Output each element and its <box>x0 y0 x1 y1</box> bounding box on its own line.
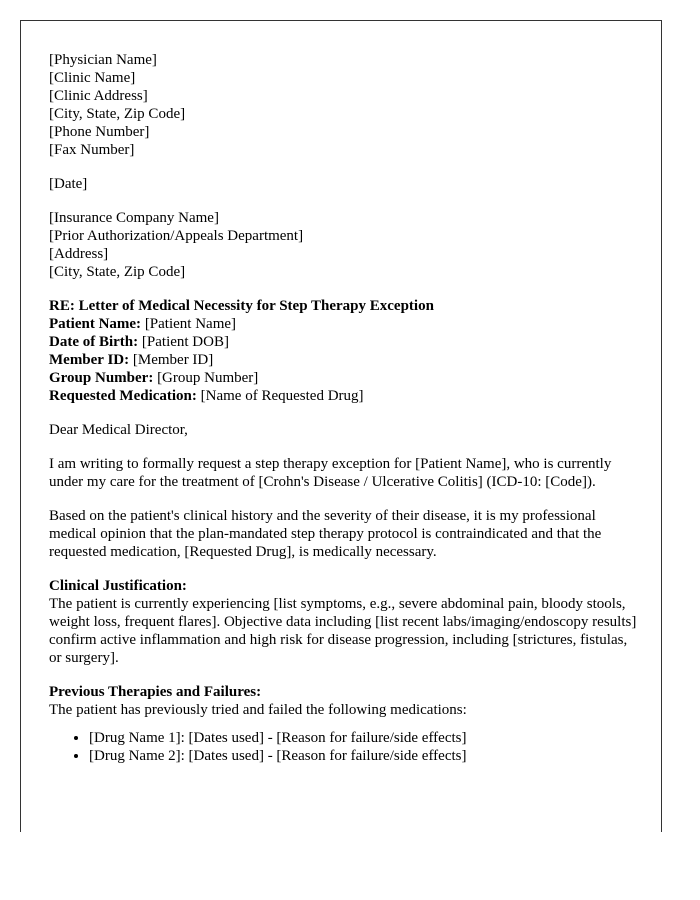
sender-address <box>49 51 639 159</box>
phone-number: [Phone Number] <box>49 124 150 140</box>
re-block <box>49 297 639 405</box>
recipient-address <box>49 209 639 281</box>
member-id-value: [Member ID] <box>129 352 214 368</box>
clinic-name: [Clinic Name] <box>49 70 136 86</box>
requested-medication-label: Requested Medication: <box>49 388 197 404</box>
letter-date: [Date] <box>49 176 88 192</box>
group-number-label: Group Number: <box>49 370 154 386</box>
dob-value: [Patient DOB] <box>138 334 229 350</box>
drug-list <box>49 729 639 765</box>
salutation: Dear Medical Director, <box>49 422 188 438</box>
clinical-text: The patient is currently experiencing [list symptoms, e.g., severe abdominal pain, bloody stools, weight loss, frequent flares]. Objective data including [list recent labs/imaging/endoscopy results] confirm active inflammation and high risk for disease progression, including [strictures, fistulas, or surgery]. <box>49 596 637 666</box>
recipient-city: [City, State, Zip Code] <box>49 264 186 280</box>
intro-paragraph: I am writing to formally request a step therapy exception for [Patient Name], who is currently under my care for the treatment of [Crohn's Disease / Ulcerative Colitis] (ICD-10: [Code]). <box>49 456 612 490</box>
list-item: • [Drug Name 1]: [Dates used] - [Reason for failure/side effects] <box>89 729 639 747</box>
list-item: • [Drug Name 2]: [Dates used] - [Reason for failure/side effects] <box>89 747 639 765</box>
fax-number: [Fax Number] <box>49 142 135 158</box>
previous-text: The patient has previously tried and failed the following medications: <box>49 702 467 718</box>
dob-label: Date of Birth: <box>49 334 139 350</box>
clinic-city: [City, State, Zip Code] <box>49 106 186 122</box>
patient-name-value: [Patient Name] <box>141 316 237 332</box>
re-subject: RE: Letter of Medical Necessity for Step Therapy Exception <box>49 298 434 314</box>
opinion-paragraph: Based on the patient's clinical history and the severity of their disease, it is my professional medical opinion that the plan-mandated step therapy protocol is contraindicated and that the requested medication, [Requested Drug], is medically necessary. <box>49 508 602 560</box>
patient-name-label: Patient Name: <box>49 316 142 332</box>
letter-page <box>20 20 662 832</box>
clinical-justification <box>49 577 639 667</box>
clinical-heading: Clinical Justification: <box>49 578 187 594</box>
previous-heading: Previous Therapies and Failures: <box>49 684 262 700</box>
insurance-company: [Insurance Company Name] <box>49 210 219 226</box>
department: [Prior Authorization/Appeals Department] <box>49 228 304 244</box>
requested-medication-value: [Name of Requested Drug] <box>196 388 364 404</box>
group-number-value: [Group Number] <box>153 370 259 386</box>
previous-therapies <box>49 683 639 719</box>
physician-name: [Physician Name] <box>49 52 157 68</box>
recipient-street: [Address] <box>49 246 109 262</box>
member-id-label: Member ID: <box>49 352 130 368</box>
clinic-address: [Clinic Address] <box>49 88 148 104</box>
